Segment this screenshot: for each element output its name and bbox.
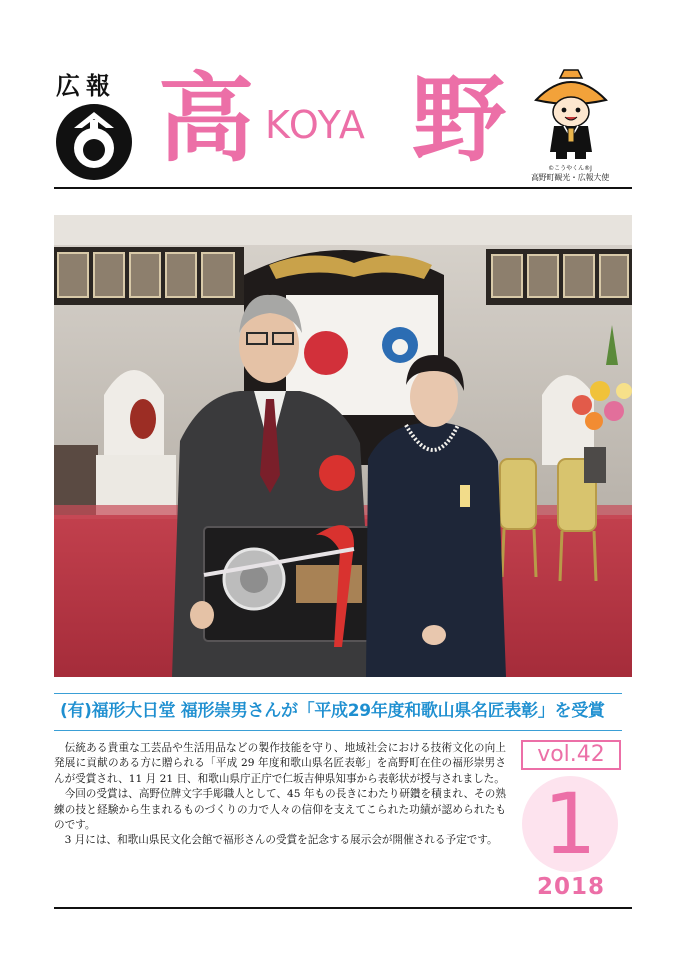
footer-divider	[54, 907, 632, 909]
issue-month: 1	[543, 775, 597, 873]
article-body	[54, 741, 506, 849]
mascot-caption: 高野町観光・広報大使	[531, 173, 609, 182]
mascot-nickname: ©こうやくん®J	[548, 165, 592, 172]
article-headline: (有)福形大日堂 福形崇男さんが「平成29年度和歌山県名匠表彰」を受賞	[60, 701, 605, 721]
masthead-kouhou-label: 広報	[56, 72, 116, 100]
masthead-divider	[54, 187, 632, 189]
title-kanji-no: 野	[412, 66, 507, 175]
body-paragraph-1: 伝統ある貴重な工芸品や生活用品などの製作技能を守り、地域社会における技術文化の向上発展に貢献のある方に贈られる「平成 29 年度和歌山県名匠表彰」を高野町在住の福形崇男さんが受賞され、11 月 21 日、和歌山県庁正庁で仁坂吉伸県知事から表彰状が授与されました。	[54, 742, 506, 785]
body-paragraph-2: 今回の受賞は、高野位牌文字手彫職人として、45 年もの長きにわたり研鑽を積まれ、その熟練の技と経験から生まれるものづくりの力で人々の信仰を支えてこられた功績が認められたものです。	[54, 788, 506, 832]
issue-volume-badge: vol.42	[521, 740, 621, 770]
town-emblem-icon	[54, 102, 134, 182]
koyakun-mascot-icon	[530, 66, 612, 164]
issue-year: 2018	[536, 874, 605, 900]
award-photo	[54, 215, 632, 677]
body-paragraph-3: 3 月には、和歌山県民文化会館で福形さんの受賞を記念する展示会が開催される予定です。	[64, 834, 498, 847]
title-koya-roman: KOYA	[265, 103, 366, 147]
title-kanji-taka: 高	[158, 63, 254, 175]
